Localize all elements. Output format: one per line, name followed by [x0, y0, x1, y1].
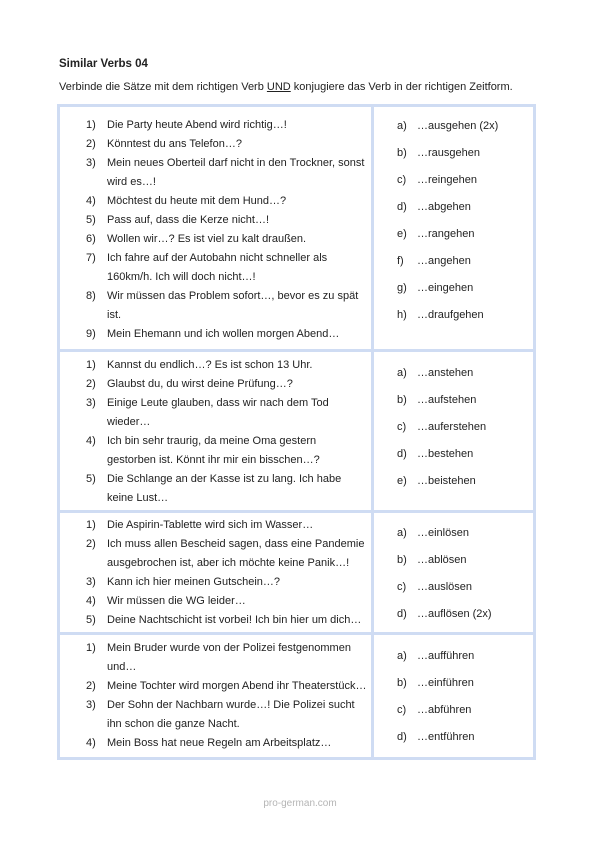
sentence-item — [86, 696, 367, 734]
sentence-text: Wir müssen die WG leider… — [107, 595, 246, 607]
answer-option — [397, 387, 533, 414]
sentence-text: Glaubst du, du wirst deine Prüfung…? — [107, 378, 293, 390]
answer-text: …rangehen — [417, 228, 475, 240]
answers-cell — [374, 352, 536, 510]
sentence-text: Pass auf, dass die Kerze nicht…! — [107, 214, 270, 226]
answer-text: …angehen — [417, 255, 471, 267]
answer-letter: b) — [397, 554, 407, 566]
instruction-text — [59, 81, 513, 93]
sentence-number: 2) — [86, 378, 96, 390]
answer-letter: c) — [397, 174, 407, 186]
answer-letter: a) — [397, 650, 407, 662]
answer-text: …ausgehen (2x) — [417, 120, 499, 132]
answer-text: …einlösen — [417, 527, 469, 539]
answer-letter: b) — [397, 677, 407, 689]
sentence-item — [86, 230, 367, 249]
answer-option — [397, 221, 533, 248]
answer-text: …eingehen — [417, 282, 474, 294]
answers-cell — [374, 635, 536, 757]
answer-letter: b) — [397, 394, 407, 406]
answer-option — [397, 468, 533, 495]
sentence-text: Mein Ehemann und ich wollen morgen Abend… — [107, 328, 340, 340]
answer-letter: c) — [397, 581, 407, 593]
footer-website: pro-german.com — [263, 798, 337, 809]
sentence-text: Die Party heute Abend wird richtig…! — [107, 119, 287, 131]
sentence-number: 6) — [86, 233, 96, 245]
answer-letter: e) — [397, 475, 407, 487]
sentence-item — [86, 192, 367, 211]
sentence-item — [86, 734, 367, 753]
instruction-part-1: Verbinde die Sätze mit dem richtigen Verb — [59, 81, 267, 93]
answer-option — [397, 414, 533, 441]
sentence-text: Wollen wir…? Es ist viel zu kalt draußen. — [107, 233, 307, 245]
answer-text: …reingehen — [417, 174, 477, 186]
sentence-number: 3) — [86, 699, 96, 711]
sentence-item — [86, 154, 367, 192]
sentences-cell — [60, 352, 374, 510]
exercise-section-4 — [60, 635, 536, 760]
sentence-number: 4) — [86, 595, 96, 607]
answer-text: …auferstehen — [417, 421, 487, 433]
answer-letter: d) — [397, 201, 407, 213]
sentence-number: 9) — [86, 328, 96, 340]
answer-letter: f) — [397, 255, 404, 267]
answer-letter: h) — [397, 309, 407, 321]
answer-text: …aufstehen — [417, 394, 477, 406]
sentence-item — [86, 432, 367, 470]
sentence-text: Könntest du ans Telefon…? — [107, 138, 242, 150]
sentence-number: 4) — [86, 737, 96, 749]
sentence-item — [86, 516, 367, 535]
exercise-section-3 — [60, 513, 536, 635]
sentence-text: Die Aspirin-Tablette wird sich im Wasser… — [107, 519, 314, 531]
sentence-number: 3) — [86, 157, 96, 169]
worksheet-title: Similar Verbs 04 — [59, 58, 148, 70]
answer-option — [397, 643, 533, 670]
answer-letter: d) — [397, 608, 407, 620]
sentence-item — [86, 394, 367, 432]
sentence-number: 1) — [86, 519, 96, 531]
sentence-item — [86, 249, 367, 287]
answer-text: …anstehen — [417, 367, 474, 379]
answer-option — [397, 140, 533, 167]
sentence-text: Kann ich hier meinen Gutschein…? — [107, 576, 281, 588]
answer-letter: e) — [397, 228, 407, 240]
answer-option — [397, 275, 533, 302]
answer-text: …bestehen — [417, 448, 474, 460]
answer-option — [397, 167, 533, 194]
sentence-number: 5) — [86, 473, 96, 485]
sentence-number: 8) — [86, 290, 96, 302]
answer-option — [397, 670, 533, 697]
answer-letter: a) — [397, 527, 407, 539]
answer-option — [397, 113, 533, 140]
sentence-item — [86, 135, 367, 154]
instruction-part-2: konjugiere das Verb in der richtigen Zeitform. — [290, 81, 513, 93]
sentence-text: Ich bin sehr traurig, da meine Oma gestern gestorben ist. Könnt ihr mir ein bisschen…? — [107, 435, 320, 466]
sentence-number: 3) — [86, 576, 96, 588]
answer-letter: a) — [397, 367, 407, 379]
answers-cell — [374, 513, 536, 632]
sentence-number: 2) — [86, 538, 96, 550]
answer-letter: d) — [397, 448, 407, 460]
answer-letter: a) — [397, 120, 407, 132]
exercise-table — [57, 104, 536, 760]
sentence-text: Wir müssen das Problem sofort…, bevor es zu spät ist. — [107, 290, 359, 321]
sentence-number: 2) — [86, 138, 96, 150]
sentence-item — [86, 375, 367, 394]
sentence-number: 4) — [86, 435, 96, 447]
sentence-number: 1) — [86, 359, 96, 371]
sentence-number: 4) — [86, 195, 96, 207]
answer-option — [397, 302, 533, 329]
sentence-item — [86, 639, 367, 677]
sentence-item — [86, 356, 367, 375]
sentences-cell — [60, 107, 374, 349]
sentence-text: Ich muss allen Bescheid sagen, dass eine Pandemie ausgebrochen ist, aber ich möchte keine Panik…! — [107, 538, 365, 569]
answer-letter: c) — [397, 421, 407, 433]
sentence-text: Einige Leute glauben, dass wir nach dem Tod wieder… — [107, 397, 329, 428]
sentence-text: Die Schlange an der Kasse ist zu lang. Ich habe keine Lust… — [107, 473, 342, 504]
sentence-number: 5) — [86, 614, 96, 626]
sentence-text: Meine Tochter wird morgen Abend ihr Theaterstück… — [107, 680, 367, 692]
answer-letter: b) — [397, 147, 407, 159]
sentence-text: Mein Bruder wurde von der Polizei festgenommen und… — [107, 642, 351, 673]
sentence-number: 2) — [86, 680, 96, 692]
answer-option — [397, 601, 533, 628]
sentence-text: Mein neues Oberteil darf nicht in den Trockner, sonst wird es…! — [107, 157, 365, 188]
answer-option — [397, 441, 533, 468]
sentence-item — [86, 535, 367, 573]
exercise-section-2 — [60, 352, 536, 513]
answer-text: …draufgehen — [417, 309, 484, 321]
sentence-item — [86, 470, 367, 508]
answer-text: …rausgehen — [417, 147, 480, 159]
sentence-item — [86, 116, 367, 135]
sentence-text: Kannst du endlich…? Es ist schon 13 Uhr. — [107, 359, 313, 371]
exercise-section-1 — [60, 107, 536, 352]
sentence-number: 7) — [86, 252, 96, 264]
answer-option — [397, 248, 533, 275]
answer-text: …entführen — [417, 731, 475, 743]
answer-option — [397, 547, 533, 574]
sentence-text: Möchtest du heute mit dem Hund…? — [107, 195, 287, 207]
sentence-text: Mein Boss hat neue Regeln am Arbeitsplatz… — [107, 737, 332, 749]
answer-text: …auflösen (2x) — [417, 608, 492, 620]
answer-letter: g) — [397, 282, 407, 294]
sentence-item — [86, 611, 367, 630]
answer-text: …beistehen — [417, 475, 476, 487]
answer-letter: c) — [397, 704, 407, 716]
sentence-item — [86, 287, 367, 325]
sentence-number: 5) — [86, 214, 96, 226]
sentence-text: Ich fahre auf der Autobahn nicht schneller als 160km/h. Ich will doch nicht…! — [107, 252, 328, 283]
answer-text: …ablösen — [417, 554, 467, 566]
sentence-number: 1) — [86, 642, 96, 654]
sentence-item — [86, 677, 367, 696]
sentence-text: Deine Nachtschicht ist vorbei! Ich bin hier um dich… — [107, 614, 362, 626]
answer-option — [397, 520, 533, 547]
sentence-number: 1) — [86, 119, 96, 131]
sentence-item — [86, 592, 367, 611]
sentences-cell — [60, 513, 374, 632]
answer-text: …abgehen — [417, 201, 471, 213]
sentence-item — [86, 325, 367, 344]
answer-text: …einführen — [417, 677, 474, 689]
answer-option — [397, 724, 533, 751]
answer-text: …abführen — [417, 704, 472, 716]
sentence-item — [86, 573, 367, 592]
sentence-item — [86, 211, 367, 230]
answer-option — [397, 574, 533, 601]
answer-text: …auslösen — [417, 581, 473, 593]
sentence-text: Der Sohn der Nachbarn wurde…! Die Polizei sucht ihn schon die ganze Nacht. — [107, 699, 355, 730]
answer-option — [397, 360, 533, 387]
answer-option — [397, 697, 533, 724]
sentences-cell — [60, 635, 374, 757]
instruction-underlined-word: UND — [266, 81, 291, 93]
sentence-number: 3) — [86, 397, 96, 409]
answer-option — [397, 194, 533, 221]
answers-cell — [374, 107, 536, 349]
answer-letter: d) — [397, 731, 407, 743]
answer-text: …aufführen — [417, 650, 475, 662]
